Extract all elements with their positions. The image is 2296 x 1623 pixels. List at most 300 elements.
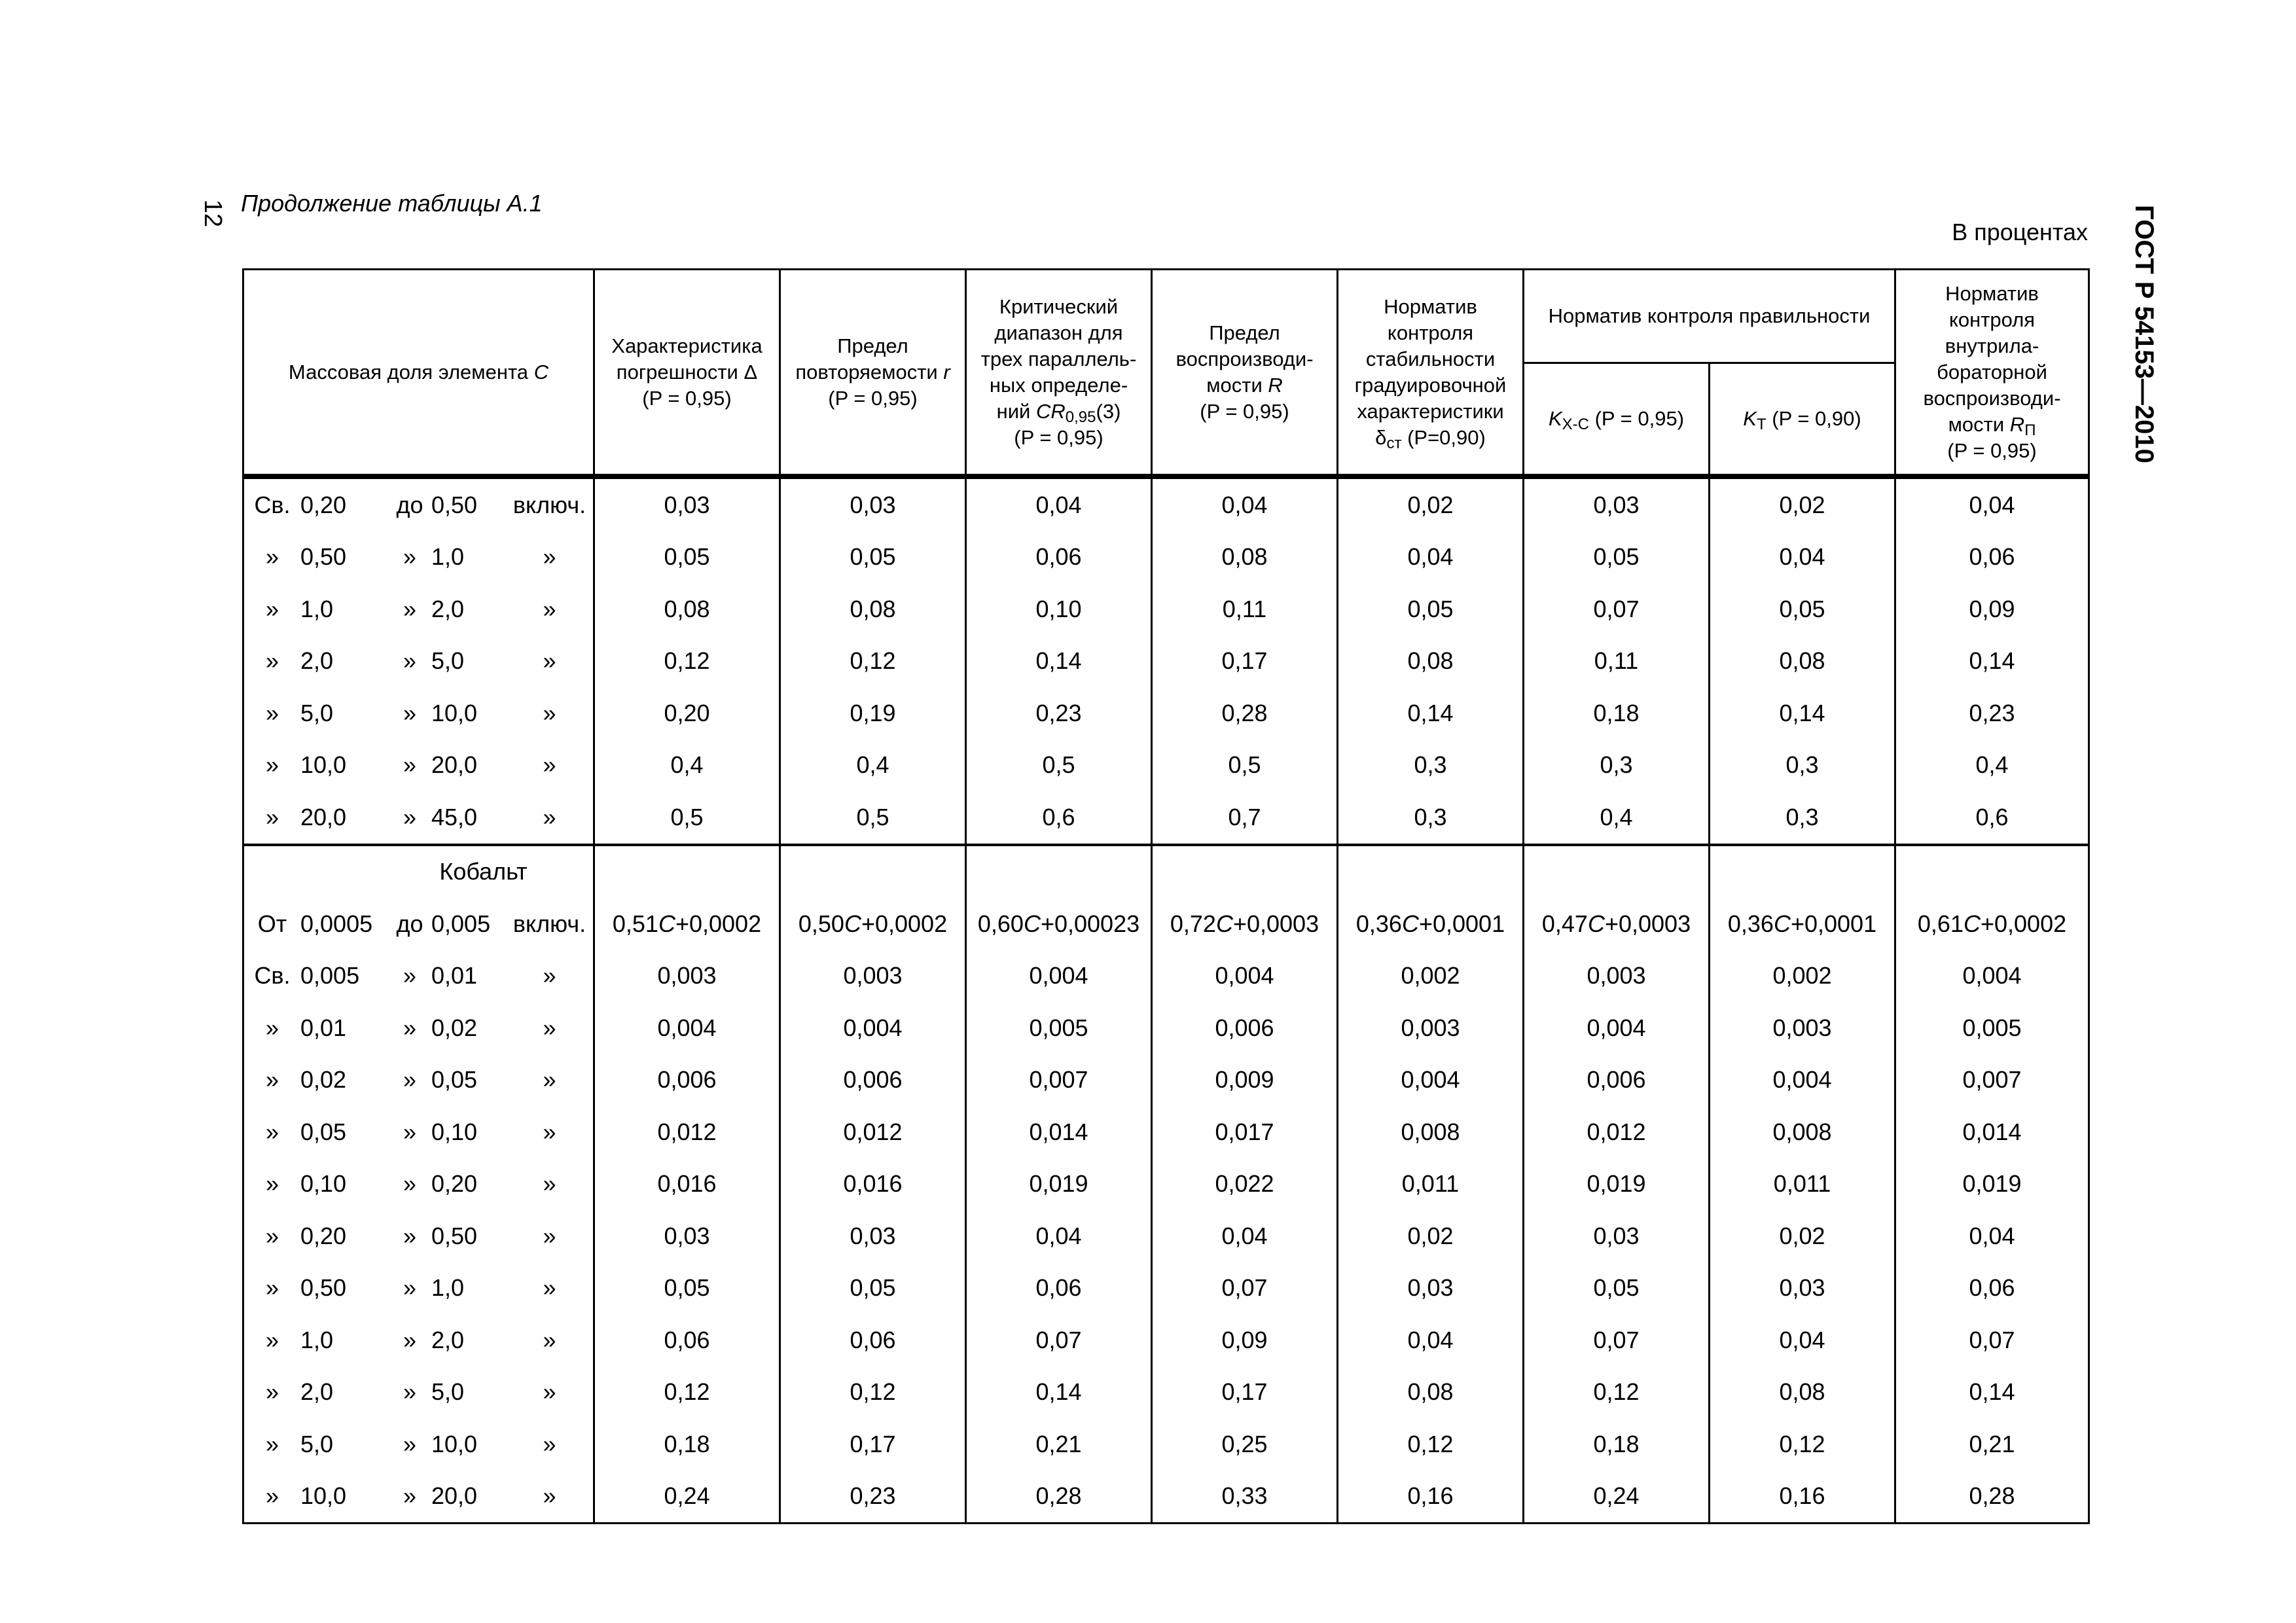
value-cell: 0,003 [594, 950, 780, 1003]
value-cell: 0,4 [594, 740, 780, 792]
value-cell: 0,019 [966, 1158, 1152, 1211]
value-cell: 0,20 [594, 687, 780, 740]
value-cell: 0,05 [1710, 583, 1895, 635]
value-cell: 0,17 [780, 1418, 966, 1471]
header-kxc: $K_{Х-С}$ (P = 0,95) [1524, 363, 1710, 477]
range-to: 5,0 [431, 647, 465, 675]
value-cell: 0,05 [780, 531, 966, 584]
value-cell: 0,11 [1152, 583, 1338, 635]
range-do: » [403, 543, 417, 571]
table-row [243, 1262, 2089, 1315]
table-row [243, 791, 2089, 845]
value-cell: 0,12 [1710, 1418, 1895, 1471]
value-cell: 0,19 [780, 687, 966, 740]
value-cell: 0,6 [1895, 791, 2089, 845]
header-correctness-group: Норматив контроля правильности [1524, 270, 1895, 363]
mass-range-cell [243, 950, 594, 1003]
value-cell: 0,12 [780, 635, 966, 688]
range-to: 5,0 [431, 1378, 465, 1406]
empty-cell [1524, 845, 1710, 899]
value-cell: 0,022 [1152, 1158, 1338, 1211]
range-post: » [543, 803, 556, 830]
range-post: » [543, 1222, 556, 1249]
section-title-cobalt: Кобальт [243, 845, 594, 899]
value-cell: 0,004 [1524, 1002, 1710, 1054]
range-to: 45,0 [431, 803, 478, 830]
range-do: » [403, 1170, 417, 1198]
range-from: 0,0005 [300, 910, 373, 937]
range-post: » [543, 1170, 556, 1198]
header-repeatability: Предел повторяемости r (P = 0,95) [780, 270, 966, 477]
header-reproducibility: Предел воспроизводи- мости R (P = 0,95) [1152, 270, 1338, 477]
range-to: 20,0 [431, 751, 478, 779]
range-pre: » [265, 1326, 279, 1353]
header-intralab-norm: Норматив контроля внутрила- бораторной воспроизводи- мости $R_П$ (P = 0,95) [1895, 270, 2089, 477]
value-cell: 0,004 [594, 1002, 780, 1054]
value-cell: 0,12 [1338, 1418, 1524, 1471]
value-cell: 0,05 [1524, 1262, 1710, 1315]
range-to: 1,0 [431, 1274, 465, 1302]
value-cell: 0,004 [1710, 1054, 1895, 1107]
value-cell: 0,06 [780, 1314, 966, 1366]
value-cell: 0,11 [1524, 635, 1710, 688]
range-do: » [403, 1430, 417, 1457]
value-cell: 0,23 [966, 687, 1152, 740]
table-row [243, 635, 2089, 688]
table-row [243, 1418, 2089, 1471]
range-from: 5,0 [300, 1430, 334, 1457]
value-cell: 0,28 [1152, 687, 1338, 740]
value-cell: 0,06 [1895, 1262, 2089, 1315]
range-to: 0,02 [431, 1014, 478, 1041]
value-cell: 0,23 [1895, 687, 2089, 740]
value-cell: 0,3 [1710, 740, 1895, 792]
range-do: до [396, 910, 423, 937]
value-cell: 0,14 [1710, 687, 1895, 740]
table-row [243, 1002, 2089, 1054]
value-cell: 0,05 [1338, 583, 1524, 635]
value-cell: 0,04 [1152, 1210, 1338, 1262]
formula-row [243, 898, 2089, 950]
value-cell: 0,24 [594, 1471, 780, 1524]
range-to: 0,10 [431, 1118, 478, 1145]
range-do: » [403, 1014, 417, 1041]
range-do: » [403, 1066, 417, 1094]
value-cell: 0,4 [1895, 740, 2089, 792]
range-pre: Св. [254, 491, 291, 518]
value-cell: 0,03 [1338, 1262, 1524, 1315]
header-mass-fraction: Массовая доля элемента С [243, 270, 594, 477]
range-post: » [543, 595, 556, 622]
value-cell: 0,012 [1524, 1106, 1710, 1158]
range-pre: Св. [254, 962, 291, 990]
table-row [243, 1314, 2089, 1366]
range-pre: » [265, 1274, 279, 1302]
value-cell: 0,14 [1895, 1366, 2089, 1419]
range-do: » [403, 1378, 417, 1406]
value-cell: 0,18 [594, 1418, 780, 1471]
value-cell: 0,014 [966, 1106, 1152, 1158]
value-cell: 0,6 [966, 791, 1152, 845]
document-code [2114, 196, 2173, 471]
range-do: » [403, 595, 417, 622]
value-cell: 0,012 [594, 1106, 780, 1158]
table-row [243, 1106, 2089, 1158]
value-cell: 0,04 [1710, 1314, 1895, 1366]
value-cell: 0,03 [1710, 1262, 1895, 1315]
value-cell: 0,08 [780, 583, 966, 635]
value-cell: 0,002 [1338, 950, 1524, 1003]
range-to: 2,0 [431, 595, 465, 622]
value-cell: 0,28 [966, 1471, 1152, 1524]
value-cell: 0,07 [1524, 1314, 1710, 1366]
mass-range-cell [243, 1002, 594, 1054]
value-cell: 0,4 [1524, 791, 1710, 845]
value-cell: 0,009 [1152, 1054, 1338, 1107]
range-pre: » [265, 1482, 279, 1510]
value-cell: 0,03 [780, 1210, 966, 1262]
value-cell: 0,003 [1524, 950, 1710, 1003]
units-label: В процентах [1952, 219, 2088, 245]
value-cell: 0,14 [966, 635, 1152, 688]
value-cell: 0,14 [1338, 687, 1524, 740]
range-pre: » [265, 1430, 279, 1457]
range-from: 0,10 [300, 1170, 347, 1198]
value-cell: 0,3 [1524, 740, 1710, 792]
range-pre: От [257, 910, 287, 937]
value-cell: 0,05 [594, 1262, 780, 1315]
range-post: » [543, 1014, 556, 1041]
value-cell: 0,03 [594, 476, 780, 531]
formula-cell: 0,50С+0,0002 [780, 898, 966, 950]
value-cell: 0,3 [1338, 791, 1524, 845]
value-cell: 0,05 [780, 1262, 966, 1315]
value-cell: 0,3 [1710, 791, 1895, 845]
table-row [243, 583, 2089, 635]
range-pre: » [265, 647, 279, 675]
value-cell: 0,23 [780, 1471, 966, 1524]
range-to: 0,50 [431, 491, 478, 518]
value-cell: 0,06 [966, 531, 1152, 584]
value-cell: 0,008 [1338, 1106, 1524, 1158]
range-do: » [403, 962, 417, 990]
value-cell: 0,04 [1152, 476, 1338, 531]
range-do: » [403, 699, 417, 726]
range-from: 2,0 [300, 647, 334, 675]
value-cell: 0,03 [780, 476, 966, 531]
value-cell: 0,5 [966, 740, 1152, 792]
value-cell: 0,06 [966, 1262, 1152, 1315]
value-cell: 0,33 [1152, 1471, 1338, 1524]
value-cell: 0,019 [1895, 1158, 2089, 1211]
range-from: 0,05 [300, 1118, 347, 1145]
range-from: 0,02 [300, 1066, 347, 1094]
value-cell: 0,014 [1895, 1106, 2089, 1158]
value-cell: 0,7 [1152, 791, 1338, 845]
value-cell: 0,006 [1524, 1054, 1710, 1107]
data-table [242, 268, 2090, 1524]
empty-cell [1710, 845, 1895, 899]
range-pre: » [265, 803, 279, 830]
document-code-text: ГОСТ Р 54153—2010 [2129, 204, 2159, 463]
page-number: 12 [199, 199, 227, 228]
range-pre: » [265, 1014, 279, 1041]
range-post: » [543, 1066, 556, 1094]
value-cell: 0,07 [1895, 1314, 2089, 1366]
mass-range-cell [243, 1418, 594, 1471]
range-do: » [403, 1482, 417, 1510]
value-cell: 0,04 [1338, 531, 1524, 584]
value-cell: 0,08 [1338, 1366, 1524, 1419]
range-from: 5,0 [300, 699, 334, 726]
value-cell: 0,10 [966, 583, 1152, 635]
range-post: » [543, 543, 556, 571]
value-cell: 0,12 [594, 1366, 780, 1419]
value-cell: 0,08 [1710, 1366, 1895, 1419]
value-cell: 0,02 [1338, 1210, 1524, 1262]
table-row [243, 1210, 2089, 1262]
range-from: 10,0 [300, 751, 347, 779]
value-cell: 0,18 [1524, 687, 1710, 740]
empty-cell [1338, 845, 1524, 899]
value-cell: 0,004 [780, 1002, 966, 1054]
value-cell: 0,21 [966, 1418, 1152, 1471]
value-cell: 0,03 [1524, 476, 1710, 531]
mass-range-cell [243, 687, 594, 740]
range-do: » [403, 803, 417, 830]
range-post: » [543, 699, 556, 726]
range-pre: » [265, 1066, 279, 1094]
range-post: » [543, 647, 556, 675]
value-cell: 0,04 [1895, 476, 2089, 531]
table-row [243, 687, 2089, 740]
mass-range-cell [243, 1366, 594, 1419]
range-post: » [543, 751, 556, 779]
value-cell: 0,4 [780, 740, 966, 792]
range-to: 2,0 [431, 1326, 465, 1353]
range-do: » [403, 1274, 417, 1302]
value-cell: 0,003 [1710, 1002, 1895, 1054]
value-cell: 0,008 [1710, 1106, 1895, 1158]
value-cell: 0,07 [1524, 583, 1710, 635]
range-to: 10,0 [431, 1430, 478, 1457]
range-pre: » [265, 543, 279, 571]
header-kt: $K_Т$ (P = 0,90) [1710, 363, 1895, 477]
header-critical-range: Критический диапазон для трех параллель- ных определе- ний $CR_{0,95}(3)$ (P = 0,95) [966, 270, 1152, 477]
range-from: 0,20 [300, 491, 347, 518]
range-to: 0,05 [431, 1066, 478, 1094]
value-cell: 0,09 [1152, 1314, 1338, 1366]
value-cell: 0,007 [1895, 1054, 2089, 1107]
mass-range-cell [243, 1262, 594, 1315]
formula-cell: 0,47С+0,0003 [1524, 898, 1710, 950]
value-cell: 0,25 [1152, 1418, 1338, 1471]
value-cell: 0,005 [1895, 1002, 2089, 1054]
value-cell: 0,08 [1152, 531, 1338, 584]
range-to: 0,50 [431, 1222, 478, 1249]
formula-cell: 0,72С+0,0003 [1152, 898, 1338, 950]
mass-range-cell [243, 1471, 594, 1524]
mass-range-cell [243, 1210, 594, 1262]
value-cell: 0,07 [966, 1314, 1152, 1366]
table-row [243, 531, 2089, 584]
value-cell: 0,02 [1338, 476, 1524, 531]
range-do: » [403, 647, 417, 675]
range-post: » [543, 1326, 556, 1353]
empty-cell [780, 845, 966, 899]
empty-cell [966, 845, 1152, 899]
value-cell: 0,016 [780, 1158, 966, 1211]
value-cell: 0,04 [966, 476, 1152, 531]
range-pre: » [265, 1118, 279, 1145]
value-cell: 0,004 [1338, 1054, 1524, 1107]
header-stability-norm: Норматив контроля стабильности градуировочной характеристики $\delta_{ст}$ (P=0,90) [1338, 270, 1524, 477]
range-to: 20,0 [431, 1482, 478, 1510]
value-cell: 0,012 [780, 1106, 966, 1158]
range-to: 0,005 [431, 910, 491, 937]
range-pre: » [265, 1222, 279, 1249]
mass-range-cell [243, 740, 594, 792]
value-cell: 0,14 [1895, 635, 2089, 688]
value-cell: 0,02 [1710, 476, 1895, 531]
value-cell: 0,004 [966, 950, 1152, 1003]
value-cell: 0,21 [1895, 1418, 2089, 1471]
value-cell: 0,05 [1524, 531, 1710, 584]
mass-range-cell [243, 1314, 594, 1366]
value-cell: 0,006 [780, 1054, 966, 1107]
formula-cell: 0,51С+0,0002 [594, 898, 780, 950]
formula-cell: 0,61С+0,0002 [1895, 898, 2089, 950]
range-from: 0,005 [300, 962, 360, 990]
value-cell: 0,17 [1152, 635, 1338, 688]
value-cell: 0,03 [1524, 1210, 1710, 1262]
range-from: 20,0 [300, 803, 347, 830]
value-cell: 0,011 [1338, 1158, 1524, 1211]
value-cell: 0,03 [594, 1210, 780, 1262]
range-do: » [403, 1118, 417, 1145]
table-row [243, 1158, 2089, 1211]
value-cell: 0,5 [780, 791, 966, 845]
value-cell: 0,004 [1895, 950, 2089, 1003]
table-row [243, 1054, 2089, 1107]
range-post: » [543, 1378, 556, 1406]
range-post: включ. [512, 491, 586, 518]
value-cell: 0,08 [1710, 635, 1895, 688]
range-pre: » [265, 699, 279, 726]
value-cell: 0,05 [594, 531, 780, 584]
value-cell: 0,5 [594, 791, 780, 845]
value-cell: 0,09 [1895, 583, 2089, 635]
range-do: » [403, 751, 417, 779]
range-pre: » [265, 1378, 279, 1406]
value-cell: 0,004 [1152, 950, 1338, 1003]
value-cell: 0,18 [1524, 1418, 1710, 1471]
value-cell: 0,02 [1710, 1210, 1895, 1262]
value-cell: 0,16 [1338, 1471, 1524, 1524]
range-post: » [543, 1430, 556, 1457]
range-to: 1,0 [431, 543, 465, 571]
range-from: 0,20 [300, 1222, 347, 1249]
range-post: » [543, 1482, 556, 1510]
value-cell: 0,04 [966, 1210, 1152, 1262]
mass-range-cell [243, 1054, 594, 1107]
mass-range-cell [243, 1106, 594, 1158]
section-title-row [243, 845, 2089, 899]
table-caption: Продолжение таблицы А.1 [241, 190, 543, 217]
range-from: 0,50 [300, 1274, 347, 1302]
table-row [243, 1366, 2089, 1419]
header-error: Характеристика погрешности Δ (P = 0,95) [594, 270, 780, 477]
value-cell: 0,12 [780, 1366, 966, 1419]
value-cell: 0,002 [1710, 950, 1895, 1003]
range-from: 10,0 [300, 1482, 347, 1510]
range-do: до [396, 491, 423, 518]
table-row [243, 740, 2089, 792]
value-cell: 0,011 [1710, 1158, 1895, 1211]
formula-cell: 0,36С+0,0001 [1710, 898, 1895, 950]
value-cell: 0,24 [1524, 1471, 1710, 1524]
value-cell: 0,04 [1895, 1210, 2089, 1262]
value-cell: 0,007 [966, 1054, 1152, 1107]
value-cell: 0,5 [1152, 740, 1338, 792]
table-row [243, 950, 2089, 1003]
value-cell: 0,04 [1338, 1314, 1524, 1366]
range-from: 0,50 [300, 543, 347, 571]
value-cell: 0,12 [1524, 1366, 1710, 1419]
table-row [243, 1471, 2089, 1524]
value-cell: 0,006 [594, 1054, 780, 1107]
range-pre: » [265, 751, 279, 779]
value-cell: 0,3 [1338, 740, 1524, 792]
range-to: 0,20 [431, 1170, 478, 1198]
table-body [243, 476, 2089, 1524]
value-cell: 0,06 [594, 1314, 780, 1366]
mass-range-cell [243, 1158, 594, 1211]
value-cell: 0,17 [1152, 1366, 1338, 1419]
value-cell: 0,005 [966, 1002, 1152, 1054]
range-post: » [543, 962, 556, 990]
mass-range-cell [243, 791, 594, 845]
value-cell: 0,08 [1338, 635, 1524, 688]
value-cell: 0,017 [1152, 1106, 1338, 1158]
value-cell: 0,006 [1152, 1002, 1338, 1054]
table-row [243, 476, 2089, 531]
value-cell: 0,019 [1524, 1158, 1710, 1211]
empty-cell [594, 845, 780, 899]
range-from: 1,0 [300, 1326, 334, 1353]
value-cell: 0,003 [780, 950, 966, 1003]
value-cell: 0,08 [594, 583, 780, 635]
value-cell: 0,16 [1710, 1471, 1895, 1524]
value-cell: 0,016 [594, 1158, 780, 1211]
mass-range-cell [243, 531, 594, 584]
value-cell: 0,12 [594, 635, 780, 688]
range-to: 0,01 [431, 962, 478, 990]
empty-cell [1152, 845, 1338, 899]
range-pre: » [265, 1170, 279, 1198]
formula-cell: 0,36С+0,0001 [1338, 898, 1524, 950]
value-cell: 0,003 [1338, 1002, 1524, 1054]
range-pre: » [265, 595, 279, 622]
mass-range-cell [243, 898, 594, 950]
range-to: 10,0 [431, 699, 478, 726]
value-cell: 0,07 [1152, 1262, 1338, 1315]
range-from: 0,01 [300, 1014, 347, 1041]
value-cell: 0,14 [966, 1366, 1152, 1419]
formula-cell: 0,60С+0,00023 [966, 898, 1152, 950]
range-do: » [403, 1326, 417, 1353]
mass-range-cell [243, 583, 594, 635]
